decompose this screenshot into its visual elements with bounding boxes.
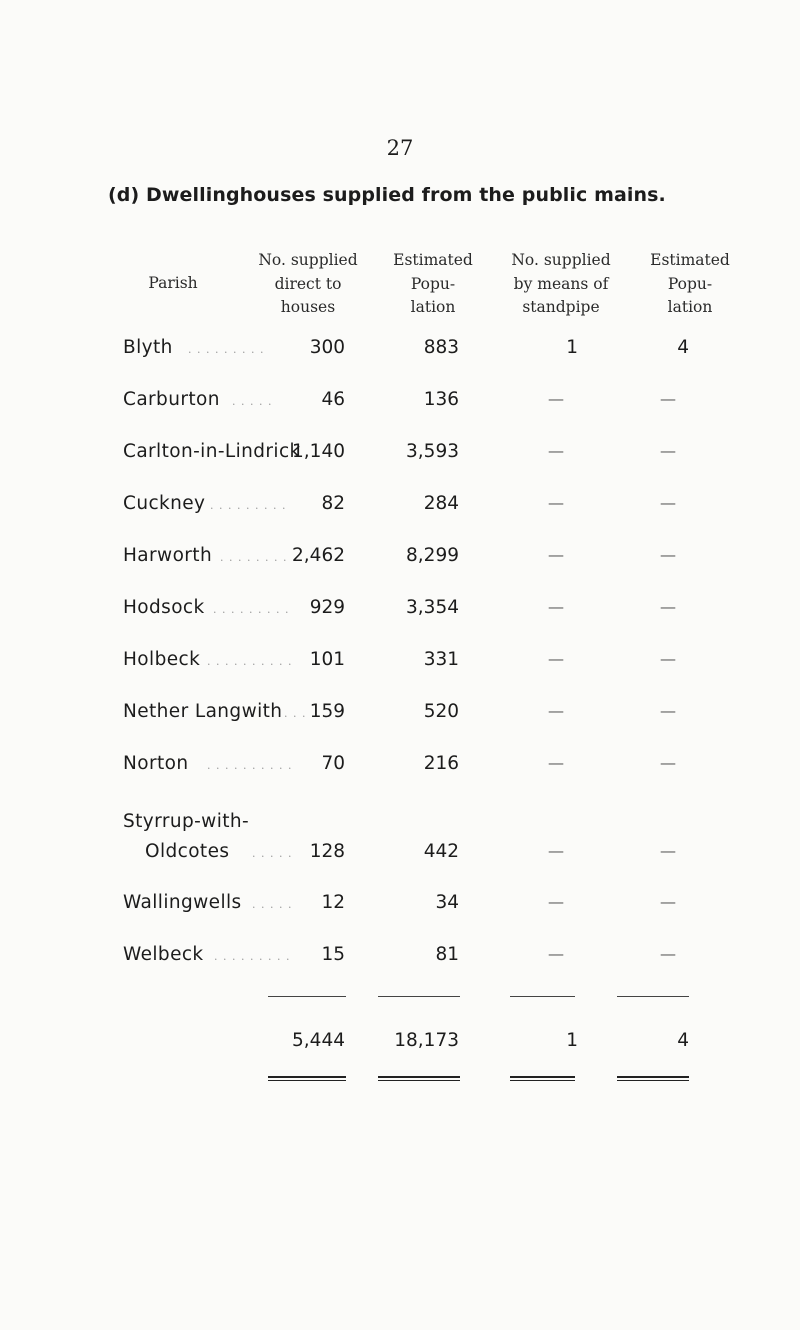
total-double-rule bbox=[378, 1076, 460, 1078]
direct-supply-value: 1,140 bbox=[292, 441, 345, 462]
subtotal-rule bbox=[617, 996, 689, 997]
parish-name: Wallingwells bbox=[123, 892, 242, 913]
population-value: 3,354 bbox=[406, 597, 459, 618]
standpipe-population-value: — bbox=[660, 841, 676, 860]
standpipe-value: — bbox=[548, 701, 564, 720]
table-row bbox=[0, 545, 800, 575]
dot-leader: . . . . . . . . . bbox=[214, 950, 291, 963]
table-row bbox=[0, 892, 800, 922]
parish-name: Welbeck bbox=[123, 944, 204, 965]
direct-supply-value: 101 bbox=[309, 649, 345, 670]
population-value: 284 bbox=[423, 493, 459, 514]
parish-name: Norton bbox=[123, 753, 189, 774]
population-value: 136 bbox=[423, 389, 459, 410]
dot-leader: . . . . . . . . . bbox=[220, 551, 297, 564]
subtotal-rule bbox=[378, 996, 460, 997]
table-row bbox=[0, 811, 800, 871]
population-value: 520 bbox=[423, 701, 459, 722]
section-heading: (d) Dwellinghouses supplied from the public mains. bbox=[108, 184, 666, 206]
standpipe-value: — bbox=[548, 753, 564, 772]
population-value: 3,593 bbox=[406, 441, 459, 462]
subtotal-rule bbox=[510, 996, 575, 997]
population-value: 442 bbox=[423, 841, 459, 862]
standpipe-population-value: — bbox=[660, 441, 676, 460]
total-double-rule bbox=[617, 1080, 689, 1081]
totals-row bbox=[0, 1030, 800, 1060]
parish-name: Carlton-in-Lindrick bbox=[123, 441, 301, 462]
parish-name: Harworth bbox=[123, 545, 213, 566]
column-header-direct-supply: No. supplied direct to houses bbox=[258, 251, 358, 316]
dot-leader: . . . . bbox=[284, 707, 316, 720]
column-header-estimated-population-direct: Estimated Popu- lation bbox=[393, 251, 473, 316]
standpipe-value: — bbox=[548, 649, 564, 668]
total-double-rule bbox=[268, 1080, 346, 1081]
standpipe-population-value: — bbox=[660, 597, 676, 616]
direct-supply-value: 70 bbox=[321, 753, 345, 774]
population-value: 216 bbox=[423, 753, 459, 774]
dot-leader: . . . . . bbox=[232, 395, 273, 408]
table-row bbox=[0, 944, 800, 974]
population-value: 8,299 bbox=[406, 545, 459, 566]
parish-name: Carburton bbox=[123, 389, 220, 410]
dot-leader: . . . . . . . . . bbox=[210, 499, 287, 512]
parish-name: Holbeck bbox=[123, 649, 201, 670]
direct-supply-value: 300 bbox=[309, 337, 345, 358]
parish-name: Blyth bbox=[123, 337, 173, 358]
population-value: 883 bbox=[423, 337, 459, 358]
total-standpipe: 1 bbox=[566, 1030, 578, 1051]
direct-supply-value: 929 bbox=[309, 597, 345, 618]
table-row bbox=[0, 441, 800, 471]
total-standpipe-population: 4 bbox=[677, 1030, 689, 1051]
parish-name: Cuckney bbox=[123, 493, 206, 514]
table-row bbox=[0, 649, 800, 679]
standpipe-population-value: — bbox=[660, 753, 676, 772]
direct-supply-value: 2,462 bbox=[292, 545, 345, 566]
standpipe-population-value: — bbox=[660, 493, 676, 512]
total-population: 18,173 bbox=[394, 1030, 459, 1051]
table-row bbox=[0, 597, 800, 627]
population-value: 34 bbox=[435, 892, 459, 913]
table-row bbox=[0, 753, 800, 783]
dot-leader: . . . . . . . . . . bbox=[207, 655, 293, 668]
standpipe-value: — bbox=[548, 597, 564, 616]
dot-leader: . . . . . bbox=[252, 898, 293, 911]
dot-leader: . . . . . . . . . bbox=[188, 343, 265, 356]
total-direct-supply: 5,444 bbox=[292, 1030, 345, 1051]
dot-leader: . . . . . . . . . bbox=[213, 603, 290, 616]
dot-leader: . . . . . . . . . . bbox=[207, 759, 293, 772]
column-header-standpipe-supply: No. supplied by means of standpipe bbox=[511, 251, 611, 316]
table-row bbox=[0, 701, 800, 731]
standpipe-value: — bbox=[548, 493, 564, 512]
total-double-rule bbox=[378, 1080, 460, 1081]
population-value: 331 bbox=[423, 649, 459, 670]
parish-name-line-2: Oldcotes bbox=[145, 841, 230, 862]
standpipe-population-value: — bbox=[660, 701, 676, 720]
direct-supply-value: 46 bbox=[321, 389, 345, 410]
direct-supply-value: 159 bbox=[309, 701, 345, 722]
column-header-parish: Parish bbox=[148, 274, 198, 292]
table-row bbox=[0, 337, 800, 367]
standpipe-value: — bbox=[548, 841, 564, 860]
standpipe-population-value: 4 bbox=[677, 337, 689, 358]
total-double-rule bbox=[510, 1080, 575, 1081]
total-double-rule bbox=[268, 1076, 346, 1078]
direct-supply-value: 128 bbox=[309, 841, 345, 862]
standpipe-value: — bbox=[548, 892, 564, 911]
standpipe-value: — bbox=[548, 441, 564, 460]
total-double-rule bbox=[510, 1076, 575, 1078]
standpipe-population-value: — bbox=[660, 892, 676, 911]
standpipe-population-value: — bbox=[660, 389, 676, 408]
table-row bbox=[0, 389, 800, 419]
total-double-rule bbox=[617, 1076, 689, 1078]
standpipe-value: — bbox=[548, 545, 564, 564]
dot-leader: . . . . . bbox=[252, 847, 293, 860]
standpipe-value: — bbox=[548, 944, 564, 963]
standpipe-population-value: — bbox=[660, 944, 676, 963]
table-row bbox=[0, 493, 800, 523]
subtotal-rule bbox=[268, 996, 346, 997]
direct-supply-value: 82 bbox=[321, 493, 345, 514]
standpipe-population-value: — bbox=[660, 649, 676, 668]
parish-name-line-1: Styrrup-with- bbox=[123, 811, 250, 832]
direct-supply-value: 15 bbox=[321, 944, 345, 965]
parish-name: Hodsock bbox=[123, 597, 205, 618]
page-number: 27 bbox=[386, 136, 414, 160]
standpipe-value: 1 bbox=[566, 337, 578, 358]
parish-name: Nether Langwith bbox=[123, 701, 283, 722]
standpipe-value: — bbox=[548, 389, 564, 408]
standpipe-population-value: — bbox=[660, 545, 676, 564]
direct-supply-value: 12 bbox=[321, 892, 345, 913]
population-value: 81 bbox=[435, 944, 459, 965]
column-header-estimated-population-standpipe: Estimated Popu- lation bbox=[650, 251, 730, 316]
